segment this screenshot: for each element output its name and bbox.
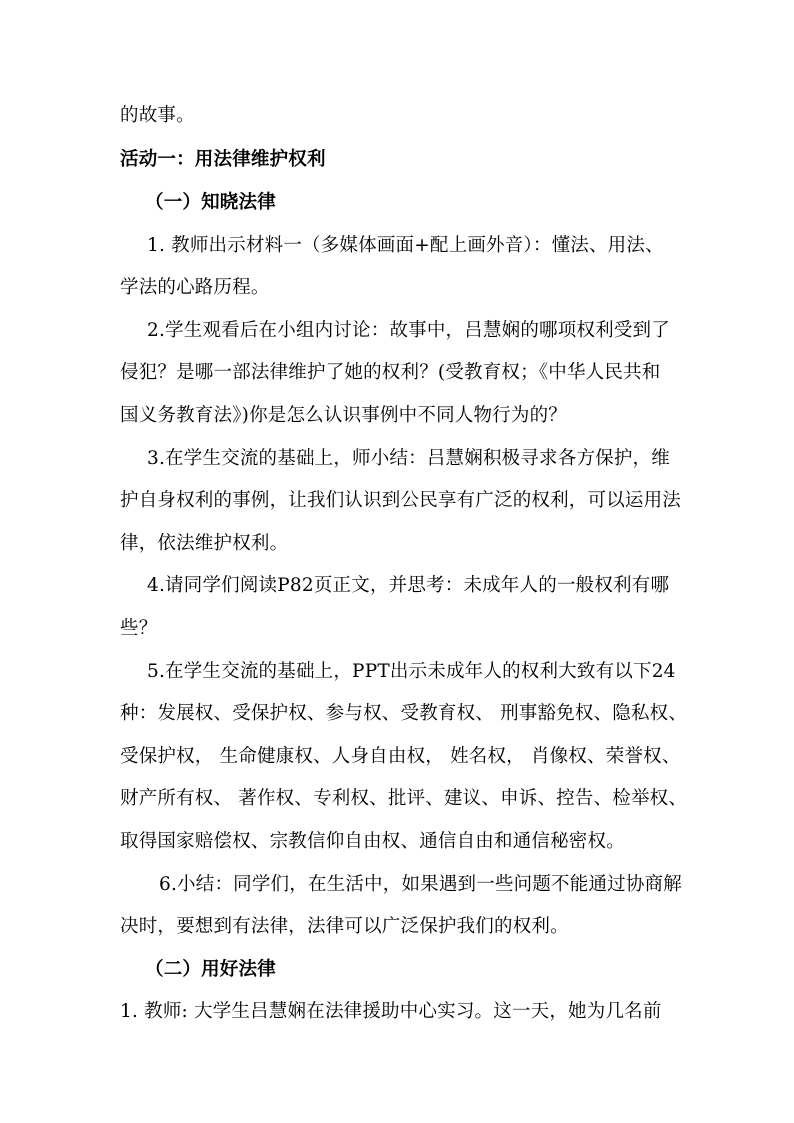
text-line: 6.小结：同学们，在生活中，如果遇到一些问题不能通过协商解 xyxy=(159,874,682,895)
section-heading-use-law: （二）用好法律 xyxy=(145,959,276,980)
text-line: 取得国家赔偿权、宗教信仰自由权、通信自由和通信秘密权。 xyxy=(120,831,625,852)
text-line: 侵犯？是哪一部法律维护了她的权利？(受教育权；《中华人民共和 xyxy=(120,362,661,383)
text-line: 5.在学生交流的基础上，PPT出示未成年人的权利大致有以下24 xyxy=(147,661,676,682)
text-line: 护自身权利的事例，让我们认识到公民享有广泛的权利，可以运用法 xyxy=(120,490,682,511)
section-heading-know-law: （一）知晓法律 xyxy=(145,192,276,213)
text-line: 财产所有权、 著作权、专利权、批评、建议、申诉、控告、检举权、 xyxy=(120,788,688,809)
text-line: 律，依法维护权利。 xyxy=(120,533,289,554)
text-line: 1. 教师出示材料一（多媒体画面+配上画外音）：懂法、用法、 xyxy=(147,235,664,256)
text-line: 种：发展权、受保护权、参与权、受教育权、 刑事豁免权、隐私权、 xyxy=(120,703,688,724)
text-line: 2.学生观看后在小组内讨论：故事中，吕慧娴的哪项权利受到了 xyxy=(147,320,670,341)
text-line: 4.请同学们阅读P82页正文，并思考：未成年人的一般权利有哪 xyxy=(147,575,670,596)
text-line: 的故事。 xyxy=(120,105,195,126)
text-line: 受保护权， 生命健康权、人身自由权， 姓名权， 肖像权、荣誉权、 xyxy=(120,746,681,767)
text-line: 3.在学生交流的基础上，师小结：吕慧娴积极寻求各方保护，维 xyxy=(147,448,670,469)
text-line: 国义务教育法》)你是怎么认识事例中不同人物行为的？ xyxy=(120,405,567,426)
activity-heading: 活动一：用法律维护权利 xyxy=(120,149,326,170)
text-line: 些？ xyxy=(120,618,158,639)
text-line: 决时，要想到有法律，法律可以广泛保护我们的权利。 xyxy=(120,916,569,937)
text-line: 学法的心路历程。 xyxy=(120,277,270,298)
text-line: 1. 教师: 大学生吕慧娴在法律援助中心实习。这一天，她为几名前 xyxy=(120,1001,662,1022)
